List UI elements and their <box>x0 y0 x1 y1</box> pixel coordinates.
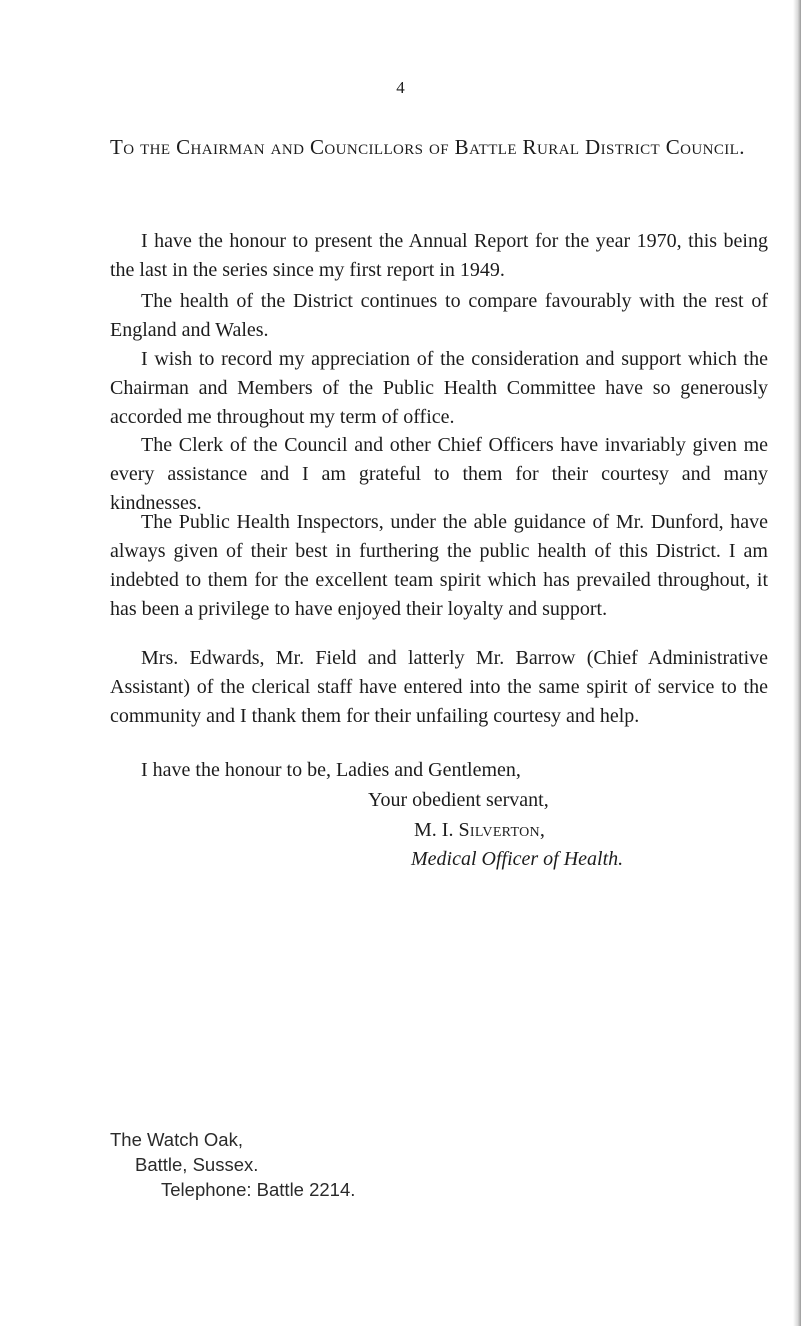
page-edge-shadow <box>793 0 801 1326</box>
paragraph-committee-appreciation: I wish to record my appreciation of the consideration and support which the Chairman and Members of the Public Health Committee have so generously accorded me throughout my term of office. <box>110 348 768 428</box>
paragraph-clerical-staff: Mrs. Edwards, Mr. Field and latterly Mr. Barrow (Chief Administrative Assistant) of the clerical staff have entered into the same spirit of service to the community and I thank them for their unfailing courtesy and help. <box>110 647 768 727</box>
signature-surname: Silverton, <box>458 819 546 841</box>
signature-title: Medical Officer of Health. <box>411 848 624 870</box>
address-telephone: Telephone: Battle 2214. <box>161 1179 356 1200</box>
paragraph-health-inspectors: The Public Health Inspectors, under the able guidance of Mr. Dunford, have always given of their best in furthering the public health of this District. I am indebted to them for the excellent team spirit which has prevailed throughout, it has been a privilege to have enjoyed their loyalty and support. <box>110 511 768 620</box>
paragraph-district-health: The health of the District continues to compare favourably with the rest of England and Wales. <box>110 290 768 341</box>
signature-initials: M. I. <box>414 819 454 841</box>
signature-valediction: Your obedient servant, <box>368 789 549 811</box>
page-number: 4 <box>396 78 405 97</box>
paragraph-annual-report: I have the honour to present the Annual Report for the year 1970, this being the last in the series since my first report in 1949. <box>110 230 768 281</box>
closing-line: I have the honour to be, Ladies and Gentlemen, <box>141 759 521 781</box>
salutation: To the Chairman and Councillors of Battle Rural District Council. <box>110 135 745 159</box>
signature-name <box>414 816 545 845</box>
address-line-2: Battle, Sussex. <box>135 1154 259 1175</box>
paragraph-chief-officers: The Clerk of the Council and other Chief Officers have invariably given me every assistance and I am grateful to them for their courtesy and many kindnesses. <box>110 434 768 514</box>
address-line-1: The Watch Oak, <box>110 1129 243 1150</box>
